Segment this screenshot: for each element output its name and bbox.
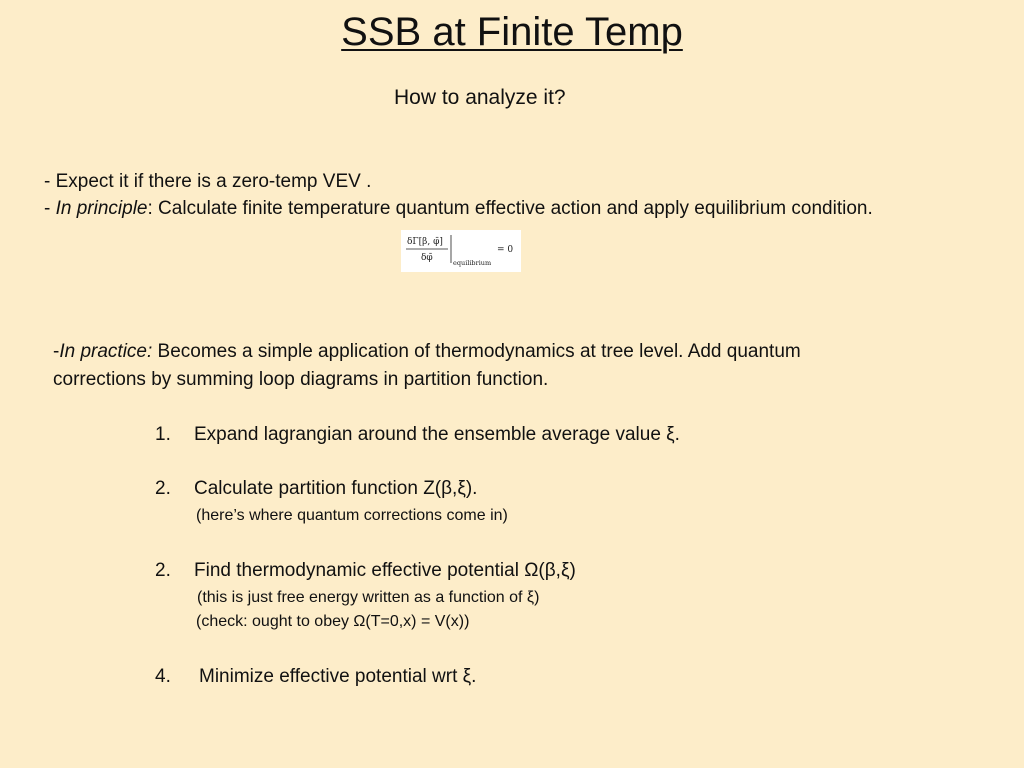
step-note: (here’s where quantum corrections come in) [196,507,508,524]
practice-dash: - [53,341,60,362]
step-text: Minimize effective potential wrt ξ. [199,666,477,687]
in-principle-label: In principle [55,198,148,219]
slide-title: SSB at Finite Temp [341,10,683,54]
step-number: 2. [155,478,171,499]
step-note: (this is just free energy written as a function of ξ) [197,589,540,606]
in-practice-label: In practice: [59,341,153,362]
formula-denominator: δφ̄ [421,253,433,263]
formula-numerator: δΓ[β, φ̄] [407,237,443,247]
step-text: Calculate partition function Z(β,ξ). [194,478,478,499]
equilibrium-condition-formula [401,230,521,272]
step-text: Expand lagrangian around the ensemble average value ξ. [194,424,680,445]
in-principle-text: : Calculate finite temperature quantum effective action and apply equilibrium condition. [147,198,873,219]
bullet-dash: - [44,198,56,219]
step-number: 1. [155,424,171,445]
formula-rhs: = 0 [497,245,514,255]
in-practice-line-1 [53,341,801,363]
slide-subtitle: How to analyze it? [394,86,566,109]
step-text: Find thermodynamic effective potential Ω(β,ξ) [194,560,576,581]
in-practice-text: Becomes a simple application of thermodynamics at tree level. Add quantum [152,341,801,362]
step-number: 2. [155,560,171,581]
step-number: 4. [155,666,171,687]
formula-subscript: equilibrium [453,259,492,267]
formula-graphic [401,230,521,272]
in-practice-line-2: corrections by summing loop diagrams in partition function. [53,369,549,390]
step-note: (check: ought to obey Ω(T=0,x) = V(x)) [196,613,470,630]
bullet-in-principle [44,198,873,220]
bullet-expect-vev: - Expect it if there is a zero-temp VEV . [44,171,372,192]
